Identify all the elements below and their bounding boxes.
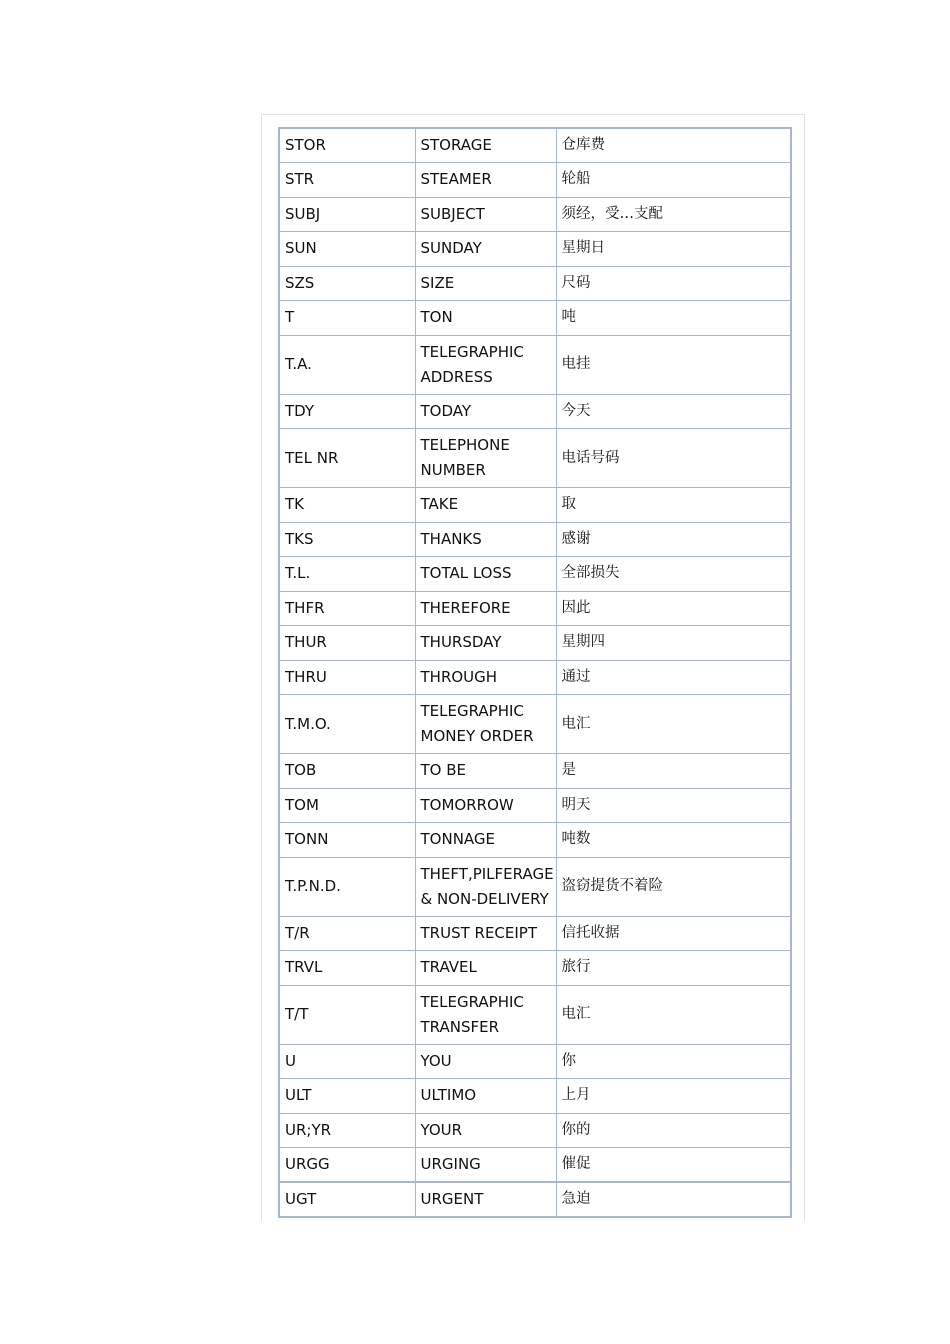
chinese-meaning-cell: 电挂 (556, 335, 791, 394)
full-term-cell: TON (415, 301, 556, 336)
table-row (279, 1148, 791, 1183)
table-row (279, 591, 791, 626)
abbreviation-cell: TONN (279, 823, 415, 858)
chinese-meaning-cell: 明天 (556, 788, 791, 823)
abbreviation-cell: ULT (279, 1079, 415, 1114)
chinese-meaning-cell: 轮船 (556, 163, 791, 198)
chinese-meaning-cell: 通过 (556, 660, 791, 695)
chinese-meaning-cell: 星期四 (556, 626, 791, 661)
chinese-meaning-cell: 你 (556, 1044, 791, 1079)
chinese-meaning-cell: 星期日 (556, 232, 791, 267)
abbreviation-cell: TOM (279, 788, 415, 823)
chinese-meaning-cell: 吨 (556, 301, 791, 336)
full-term-cell: TOTAL LOSS (415, 557, 556, 592)
chinese-meaning-cell: 须经，受…支配 (556, 197, 791, 232)
chinese-meaning-cell: 盗窃提货不着险 (556, 857, 791, 916)
abbreviation-cell: T.L. (279, 557, 415, 592)
table-row (279, 695, 791, 754)
full-term-cell: URGING (415, 1148, 556, 1183)
full-term-cell: TELEGRAPHIC ADDRESS (415, 335, 556, 394)
full-term-cell: SUNDAY (415, 232, 556, 267)
full-term-cell: TODAY (415, 394, 556, 429)
chinese-meaning-cell: 仓库费 (556, 128, 791, 163)
chinese-meaning-cell: 电汇 (556, 695, 791, 754)
chinese-meaning-cell: 是 (556, 754, 791, 789)
chinese-meaning-cell: 电汇 (556, 985, 791, 1044)
table-row (279, 754, 791, 789)
full-term-cell: TELEGRAPHIC MONEY ORDER (415, 695, 556, 754)
chinese-meaning-cell: 电话号码 (556, 429, 791, 488)
abbreviation-cell: THFR (279, 591, 415, 626)
table-row (279, 823, 791, 858)
table-row (279, 626, 791, 661)
abbreviation-cell: T/R (279, 916, 415, 951)
chinese-meaning-cell: 今天 (556, 394, 791, 429)
chinese-meaning-cell: 感谢 (556, 522, 791, 557)
full-term-cell: YOU (415, 1044, 556, 1079)
abbreviation-cell: THUR (279, 626, 415, 661)
abbreviation-table (278, 127, 792, 1218)
abbreviation-cell: URGG (279, 1148, 415, 1183)
full-term-cell: TOMORROW (415, 788, 556, 823)
full-term-cell: STORAGE (415, 128, 556, 163)
full-term-cell: TRUST RECEIPT (415, 916, 556, 951)
table-row (279, 788, 791, 823)
table-row (279, 1113, 791, 1148)
table-row (279, 660, 791, 695)
table-row (279, 301, 791, 336)
table-row (279, 522, 791, 557)
table-row (279, 1182, 791, 1217)
abbreviation-cell: SUBJ (279, 197, 415, 232)
full-term-cell: TRAVEL (415, 951, 556, 986)
full-term-cell: TELEGRAPHIC TRANSFER (415, 985, 556, 1044)
full-term-cell: TONNAGE (415, 823, 556, 858)
table-row (279, 335, 791, 394)
table-row (279, 197, 791, 232)
abbreviation-cell: TKS (279, 522, 415, 557)
abbreviation-cell: TOB (279, 754, 415, 789)
table-row (279, 266, 791, 301)
table-row (279, 488, 791, 523)
abbreviation-cell: SUN (279, 232, 415, 267)
chinese-meaning-cell: 上月 (556, 1079, 791, 1114)
full-term-cell: STEAMER (415, 163, 556, 198)
chinese-meaning-cell: 催促 (556, 1148, 791, 1183)
full-term-cell: TAKE (415, 488, 556, 523)
full-term-cell: YOUR (415, 1113, 556, 1148)
full-term-cell: ULTIMO (415, 1079, 556, 1114)
abbreviation-cell: UR;YR (279, 1113, 415, 1148)
abbreviation-cell: STR (279, 163, 415, 198)
full-term-cell: THROUGH (415, 660, 556, 695)
abbreviation-cell: T.P.N.D. (279, 857, 415, 916)
full-term-cell: TELEPHONE NUMBER (415, 429, 556, 488)
full-term-cell: THANKS (415, 522, 556, 557)
abbreviation-cell: T.A. (279, 335, 415, 394)
abbreviation-cell: T (279, 301, 415, 336)
table-row (279, 951, 791, 986)
table-row (279, 429, 791, 488)
table-row (279, 1079, 791, 1114)
abbreviation-cell: TK (279, 488, 415, 523)
chinese-meaning-cell: 因此 (556, 591, 791, 626)
full-term-cell: THEFT,PILFERAGE & NON-DELIVERY (415, 857, 556, 916)
chinese-meaning-cell: 急迫 (556, 1182, 791, 1217)
chinese-meaning-cell: 吨数 (556, 823, 791, 858)
table-row (279, 1044, 791, 1079)
chinese-meaning-cell: 尺码 (556, 266, 791, 301)
chinese-meaning-cell: 信托收据 (556, 916, 791, 951)
table-row (279, 557, 791, 592)
full-term-cell: SIZE (415, 266, 556, 301)
full-term-cell: SUBJECT (415, 197, 556, 232)
table-row (279, 916, 791, 951)
abbreviation-cell: TRVL (279, 951, 415, 986)
abbreviation-cell: T/T (279, 985, 415, 1044)
abbreviation-cell: T.M.O. (279, 695, 415, 754)
table-row (279, 857, 791, 916)
full-term-cell: TO BE (415, 754, 556, 789)
abbreviation-cell: SZS (279, 266, 415, 301)
abbreviation-cell: U (279, 1044, 415, 1079)
table-row (279, 163, 791, 198)
full-term-cell: THEREFORE (415, 591, 556, 626)
table-row (279, 128, 791, 163)
table-row (279, 394, 791, 429)
abbreviation-cell: UGT (279, 1182, 415, 1217)
chinese-meaning-cell: 取 (556, 488, 791, 523)
abbreviation-cell: THRU (279, 660, 415, 695)
chinese-meaning-cell: 全部损失 (556, 557, 791, 592)
abbreviation-cell: TEL NR (279, 429, 415, 488)
abbreviation-cell: TDY (279, 394, 415, 429)
table-row (279, 232, 791, 267)
abbreviation-cell: STOR (279, 128, 415, 163)
chinese-meaning-cell: 旅行 (556, 951, 791, 986)
table-row (279, 985, 791, 1044)
chinese-meaning-cell: 你的 (556, 1113, 791, 1148)
full-term-cell: THURSDAY (415, 626, 556, 661)
full-term-cell: URGENT (415, 1182, 556, 1217)
